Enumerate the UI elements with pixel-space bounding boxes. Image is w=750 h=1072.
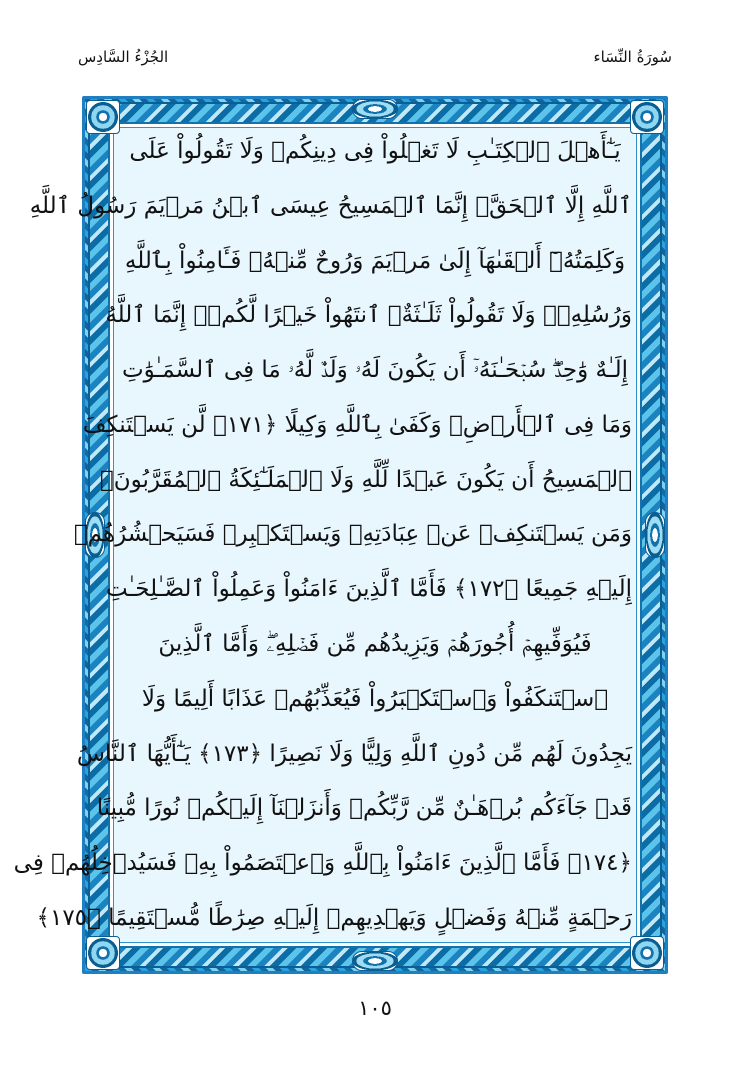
quran-line: قَدۡ جَآءَكُم بُرۡهَـٰنٌ مِّن رَّبِّكُمۡ وَأَنزَلۡنَآ إِلَيۡكُمۡ نُورًا مُّبِينًا [96,795,632,822]
quran-line: يَجِدُونَ لَهُم مِّن دُونِ ٱللَّهِ وَلِيًّا وَلَا نَصِيرًا ﴿١٧٣﴾ يَـٰٓأَيُّهَا ٱلنَّاسُ [76,740,632,767]
top-medallion-icon [352,99,398,119]
quran-text-block [13,138,632,931]
corner-ornament-bottom-right-icon [630,936,664,970]
quran-line: وَمَن يَسۡتَنكِفۡ عَنۡ عِبَادَتِهِۦ وَيَسۡتَكۡبِرۡ فَسَيَحۡشُرُهُمۡ [73,521,632,548]
quran-line: يَـٰٓأَهۡلَ ٱلۡكِتَـٰبِ لَا تَغۡلُواْ فِى دِينِكُمۡ وَلَا تَقُولُواْ عَلَى [129,138,621,164]
page-header [78,44,672,70]
quran-line: ٱسۡتَنكَفُواْ وَٱسۡتَكۡبَرُواْ فَيُعَذِّبُهُمۡ عَذَابًا أَلِيمًا وَلَا [141,685,609,712]
corner-ornament-bottom-left-icon [86,936,120,970]
quran-line: رَحۡمَةٍ مِّنۡهُ وَفَضۡلٍ وَيَهۡدِيهِمۡ إِلَيۡهِ صِرَٰطًا مُّسۡتَقِيمًا ﴿١٧٥﴾ [36,904,632,931]
quran-line: وَكَلِمَتُهُۥٓ أَلۡقَىٰهَآ إِلَىٰ مَرۡيَمَ وَرُوحٌ مِّنۡهُۖ فَـَٔامِنُواْ بِٱللَّهِ [124,247,626,274]
juz-label: الجُزْءُ السَّادِس [78,48,169,66]
page-number: ١٠٥ [358,996,392,1020]
quran-line: وَرُسُلِهِۦۖ وَلَا تَقُولُواْ ثَلَـٰثَةٌۚ ٱنتَهُواْ خَيۡرًا لَّكُمۡۚ إِنَّمَا ٱللَّهُ [105,302,632,329]
quran-line: وَمَا فِى ٱلۡأَرۡضِۗ وَكَفَىٰ بِٱللَّهِ وَكِيلًا ﴿١٧١﴾ لَّن يَسۡتَنكِفَ [82,411,632,438]
quran-line: ٱللَّهِ إِلَّا ٱلۡحَقَّۚ إِنَّمَا ٱلۡمَسِيحُ عِيسَى ٱبۡنُ مَرۡيَمَ رَسُولُ ٱللَّهِ [29,192,632,219]
quran-line: فَيُوَفِّيهِمۡ أُجُورَهُمۡ وَيَزِيدُهُم مِّن فَضۡلِهِۦۖ وَأَمَّا ٱلَّذِينَ [158,631,592,658]
corner-ornament-top-left-icon [86,100,120,134]
side-medallion-right-icon [645,512,665,558]
surah-label: سُورَةُ النِّسَاء [593,48,672,66]
quran-line: ﴿١٧٤﴾ فَأَمَّا ٱلَّذِينَ ءَامَنُواْ بِٱللَّهِ وَٱعۡتَصَمُواْ بِهِۦ فَسَيُدۡخِلُهُمۡ فِى [13,850,632,877]
page-footer [0,996,750,1020]
quran-line: إِلَيۡهِ جَمِيعًا ﴿١٧٢﴾ فَأَمَّا ٱلَّذِينَ ءَامَنُواْ وَعَمِلُواْ ٱلصَّـٰلِحَـٰتِ [105,576,632,603]
quran-line: ٱلۡمَسِيحُ أَن يَكُونَ عَبۡدًا لِّلَّهِ وَلَا ٱلۡمَلَـٰٓئِكَةُ ٱلۡمُقَرَّبُونَۚ [99,466,632,493]
quran-line: إِلَـٰهٌ وَٰحِدٌۖ سُبۡحَـٰنَهُۥٓ أَن يَكُونَ لَهُۥ وَلَدٌۘ لَّهُۥ مَا فِى ٱلسَّمَـٰوَٰتِ [122,357,628,384]
bottom-medallion-icon [352,951,398,971]
corner-ornament-top-right-icon [630,100,664,134]
